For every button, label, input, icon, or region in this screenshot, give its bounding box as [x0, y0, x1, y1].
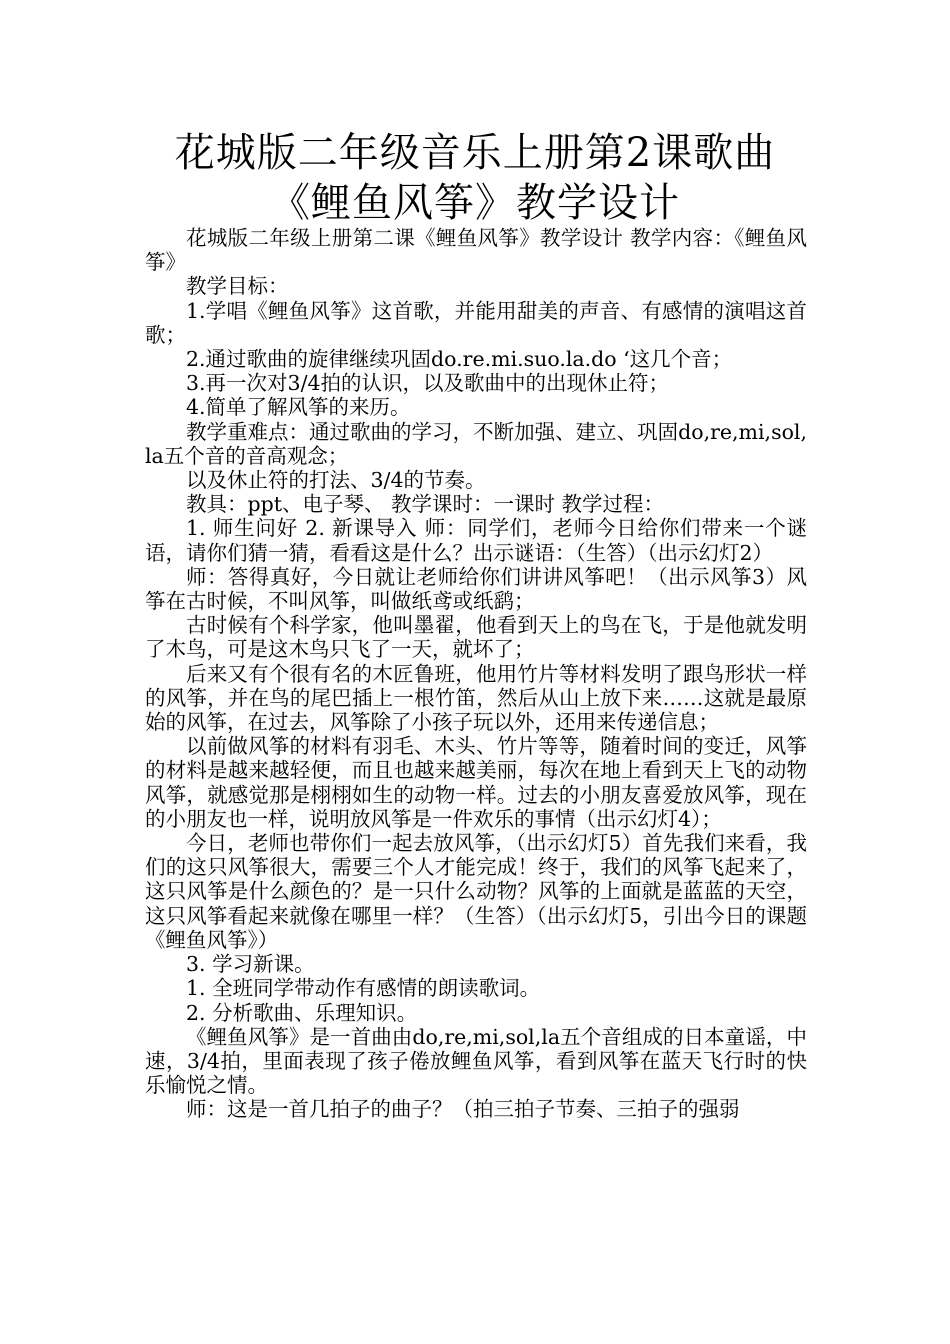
paragraph-kite-history-3: 后来又有个很有名的木匠鲁班，他用竹片等材料发明了跟鸟形状一样的风筝，并在鸟的尾巴插上一根竹笛，然后从山上放下来……这就是最原始的风筝，在过去，风筝除了小孩子玩以外，还用来传递信息； — [145, 661, 807, 735]
paragraph-goal-2: 2.通过歌曲的旋律继续巩固do.re.mi.suo.la.do ‘这几个音； — [186, 347, 733, 372]
paragraph-step-3-2: 2. 分析歌曲、乐理知识。 — [186, 1000, 418, 1025]
paragraph-goal-1: 1.学唱《鲤鱼风筝》这首歌，并能用甜美的声音、有感情的演唱这首歌； — [145, 298, 807, 347]
paragraph-step-3-1: 1. 全班同学带动作有感情的朗读歌词。 — [186, 976, 541, 1001]
paragraph-goal-3: 3.再一次对3/4拍的认识，以及歌曲中的出现休止符； — [186, 371, 670, 396]
paragraph-meter-question: 师：这是一首几拍子的曲子？（拍三拍子节奏、三拍子的强弱 — [186, 1097, 740, 1122]
paragraph-intro: 花城版二年级上册第二课《鲤鱼风筝》教学设计 教学内容：《鲤鱼风筝》 — [145, 226, 807, 275]
paragraph-fly-kite: 今日，老师也带你们一起去放风筝，（出示幻灯5）首先我们来看，我们的这只风筝很大，需要三个人才能完成！终于，我们的风筝飞起来了，这只风筝是什么颜色的？是一只什么动物？风筝的上面就是蓝蓝的天空，这只风筝看起来就像在哪里一样？（生答）（出示幻灯5，引出今日的课题《鲤鱼风筝》） — [145, 831, 807, 952]
paragraph-tools: 教具：ppt、电子琴、 教学课时：一课时 教学过程： — [186, 492, 665, 517]
paragraph-key-points-cont: 以及休止符的打法、3/4的节奏。 — [186, 468, 486, 493]
paragraph-step-1-2: 1. 师生问好 2. 新课导入 师：同学们，老师今日给你们带来一个谜语，请你们猜一猜，看看这是什么？出示谜语：（生答）（出示幻灯2） — [145, 516, 807, 565]
paragraph-goals-heading: 教学目标： — [186, 274, 289, 299]
paragraph-kite-history-1: 师：答得真好，今日就让老师给你们讲讲风筝吧！（出示风筝3）风筝在古时候，不叫风筝，叫做纸鸢或纸鹞； — [145, 564, 807, 614]
document-title: 花城版二年级音乐上册第2课歌曲《鲤鱼风筝》教学设计 — [174, 130, 776, 226]
document-body — [145, 226, 807, 1122]
paragraph-step-3: 3. 学习新课。 — [186, 952, 315, 977]
paragraph-goal-4: 4.简单了解风筝的来历。 — [186, 395, 411, 420]
paragraph-kite-materials: 以前做风筝的材料有羽毛、木头、竹片等等，随着时间的变迁，风筝的材料是越来越轻便，而且也越来越美丽，每次在地上看到天上飞的动物风筝，就感觉那是栩栩如生的动物一样。过去的小朋友喜爱放风筝，现在的小朋友也一样，说明放风筝是一件欢乐的事情（出示幻灯4）； — [145, 734, 807, 831]
paragraph-kite-history-2: 古时候有个科学家，他叫墨翟，他看到天上的鸟在飞，于是他就发明了木鸟，可是这木鸟只飞了一天，就坏了； — [145, 613, 807, 662]
paragraph-key-points: 教学重难点：通过歌曲的学习，不断加强、建立、巩固do,re,mi,sol,la五个音的音高观念； — [145, 419, 807, 468]
paragraph-song-analysis: 《鲤鱼风筝》是一首曲由do,re,mi,sol,la五个音组成的日本童谣，中速，3/4拍，里面表现了孩子倦放鲤鱼风筝，看到风筝在蓝天飞行时的快乐愉悦之情。 — [145, 1024, 807, 1098]
